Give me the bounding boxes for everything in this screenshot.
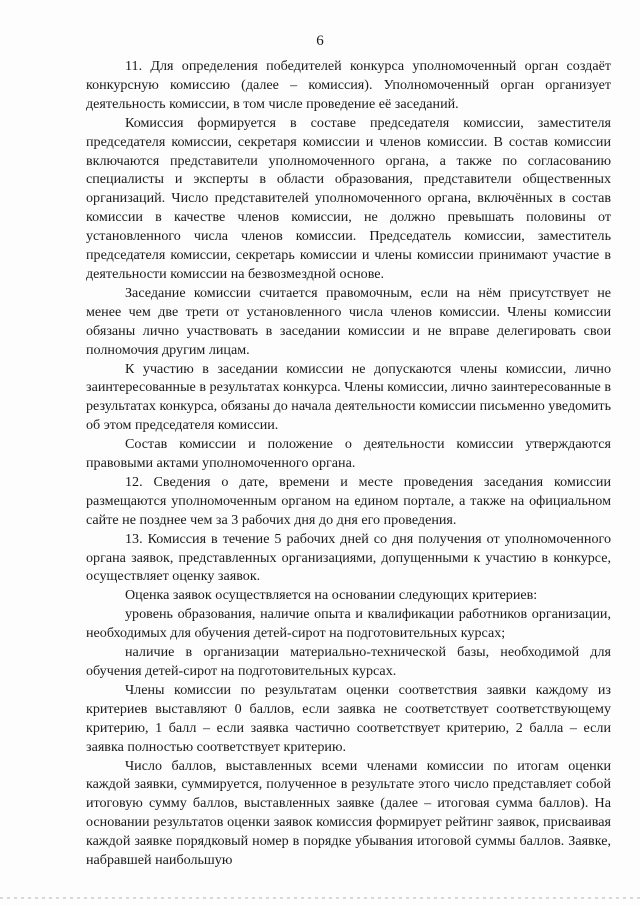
paragraph-12: 12. Сведения о дате, времени и месте проведения заседания комиссии размещаются уполномоченным органом на едином портале, а также на официальном сайте не позднее чем за 3 рабочих дня до дня его проведения.	[86, 473, 611, 528]
paragraph-scoring: Члены комиссии по результатам оценки соответствия заявки каждому из критериев выставляют 0 баллов, если заявка не соответствует соответствующему критерию, 1 балл – если заявка частично соответствует критерию, 2 балла – если заявка полностью соответствует критерию.	[86, 681, 611, 755]
paragraph-approval: Состав комиссии и положение о деятельности комиссии утверждаются правовыми актами уполномоченного органа.	[86, 436, 611, 472]
paragraph-criterion-1: уровень образования, наличие опыта и квалификации работников организации, необходимых для обучения детей-сирот на подготовительных курсах;	[86, 606, 611, 642]
paragraph-11: 11. Для определения победителей конкурса уполномоченный орган создаёт конкурсную комиссию (далее – комиссия). Уполномоченный орган организует деятельность комиссии, в том числе проведение её заседаний.	[86, 58, 611, 112]
scan-edge-artifact	[0, 897, 640, 899]
paragraph-criterion-2: наличие в организации материально-технической базы, необходимой для обучения детей-сирот на подготовительных курсах.	[86, 644, 611, 679]
paragraph-ranking: Число баллов, выставленных всеми членами комиссии по итогам оценки каждой заявки, суммируется, полученное в результате этого число представляет собой итоговую сумму баллов, выставленных заявке (далее – итоговая сумма баллов). На основании результатов оценки заявок комиссия формирует рейтинг заявок, присваивая каждой заявке порядковый номер в порядке убывания итоговой суммы баллов. Заявке, набравшей наибольшую	[86, 757, 611, 869]
document-body	[86, 57, 611, 870]
paragraph-criteria-intro: Оценка заявок осуществляется на основании следующих критериев:	[125, 587, 538, 604]
paragraph-13: 13. Комиссия в течение 5 рабочих дней со дня получения от уполномоченного органа заявок, представленных организациями, допущенными к участию в конкурсе, осуществляет оценку заявок.	[86, 530, 611, 585]
page-number: 6	[316, 33, 324, 49]
paragraph-quorum: Заседание комиссии считается правомочным, если на нём присутствует не менее чем две трети от установленного числа членов комиссии. Члены комиссии обязаны лично участвовать в заседании комиссии и не вправе делегировать свои полномочия другим лицам.	[86, 284, 611, 358]
paragraph-conflict-of-interest: К участию в заседании комиссии не допускаются члены комиссии, лично заинтересованные в результатах конкурса. Члены комиссии, лично заинтересованные в результатах конкурса, обязаны до начала деятельности комиссии письменно уведомить об этом председателя комиссии.	[86, 360, 611, 434]
paragraph-commission-composition: Комиссия формируется в составе председателя комиссии, заместителя председателя комиссии, секретаря комиссии и членов комиссии. В состав комиссии включаются представители уполномоченного органа, а также по согласованию специалисты и эксперты в области образования, представители общественных организаций. Число представителей уполномоченного органа, включённых в состав комиссии в качестве членов комиссии, не должно превышать половины от установленного числа членов комиссии. Председатель комиссии, заместитель председателя комиссии, секретарь комиссии и члены комиссии принимают участие в деятельности комиссии на безвозмездной основе.	[86, 114, 611, 282]
